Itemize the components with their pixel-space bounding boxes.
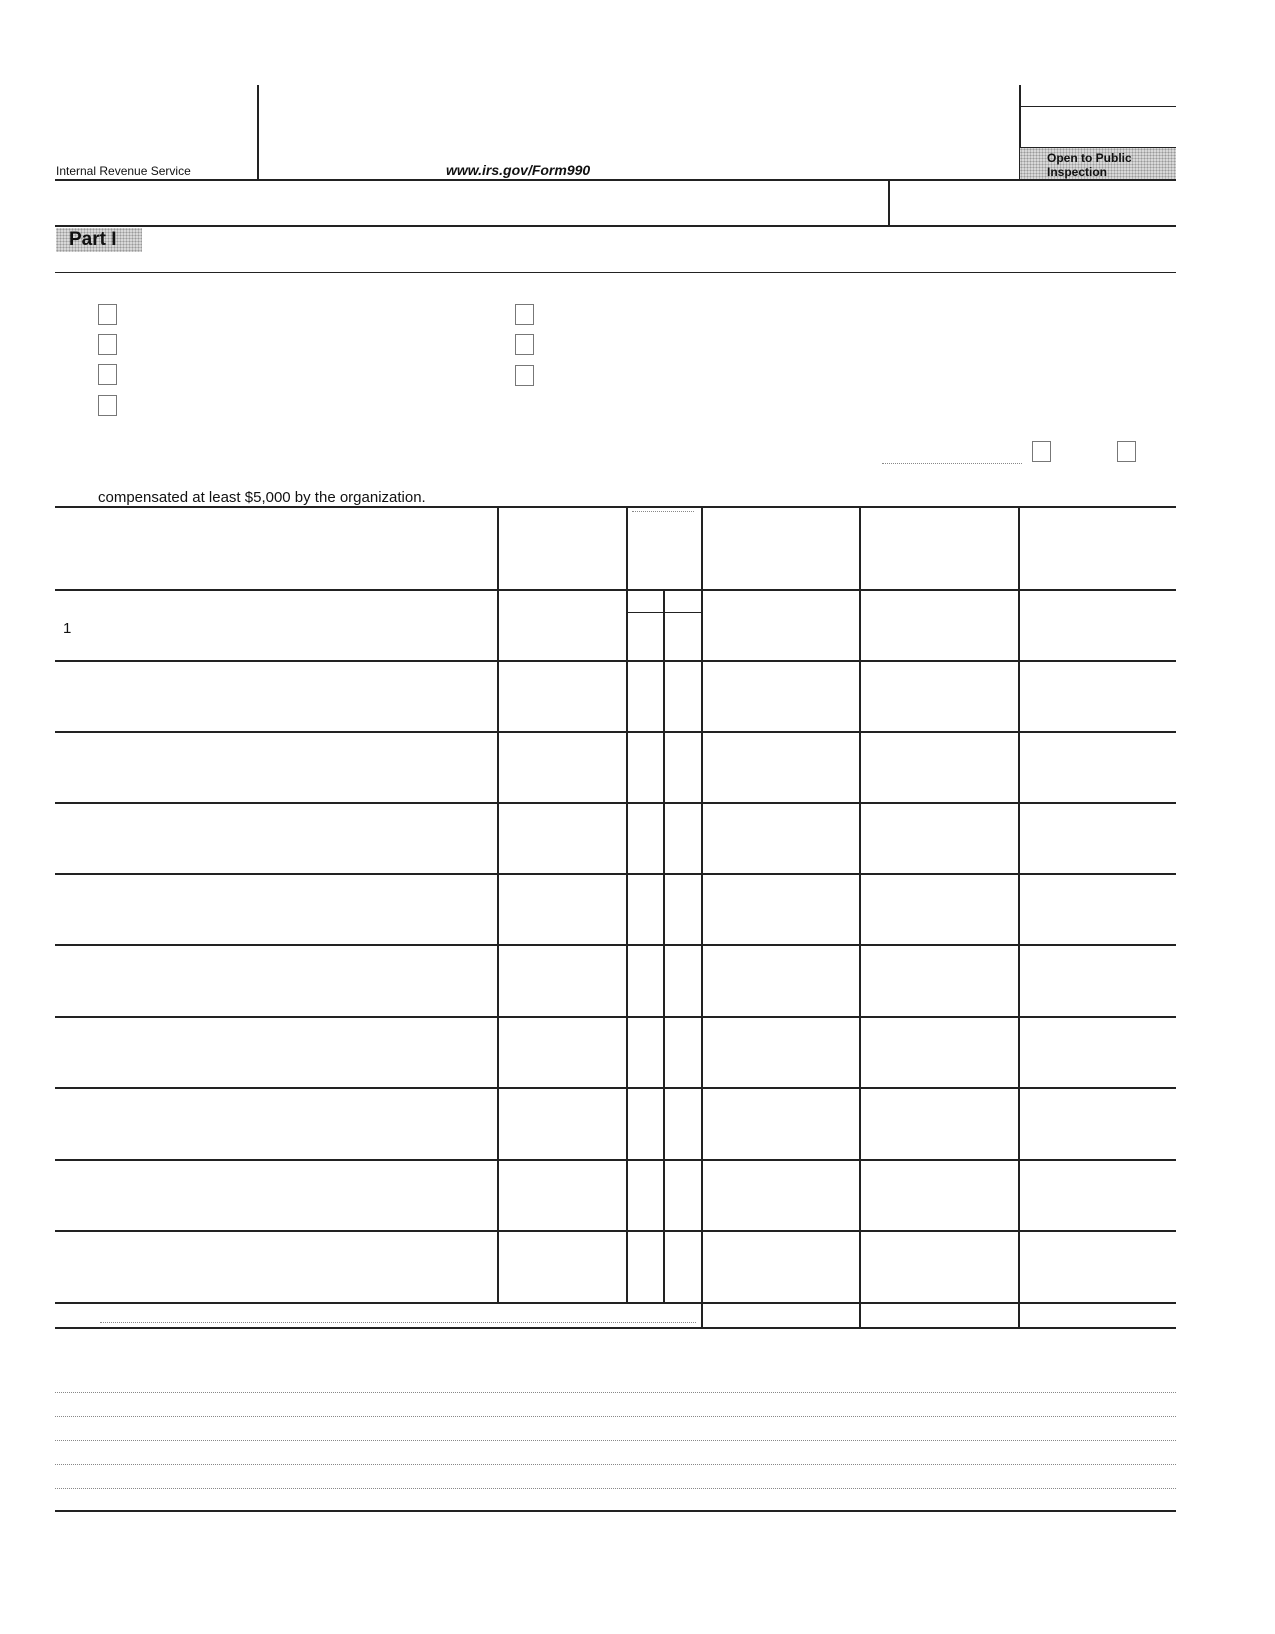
table-col-line-6	[1018, 506, 1020, 1328]
total-leader-dots	[100, 1322, 696, 1323]
table-row	[55, 1016, 1176, 1018]
checkbox-mid-2[interactable]	[515, 334, 534, 355]
agency-label: Internal Revenue Service	[56, 164, 191, 178]
checkbox-left-3[interactable]	[98, 364, 117, 385]
table-row	[55, 731, 1176, 733]
table-col-line-4	[701, 506, 703, 1328]
checkbox-left-1[interactable]	[98, 304, 117, 325]
table-row	[55, 1230, 1176, 1232]
table-bottom-rule	[55, 1327, 1176, 1329]
table-row	[55, 1087, 1176, 1089]
row-number-1: 1	[63, 620, 72, 637]
table-col-line-5	[859, 506, 861, 1328]
entry-line-4[interactable]	[55, 1464, 1176, 1465]
entry-line-3[interactable]	[55, 1440, 1176, 1441]
open-to-public-label: Open to Public Inspection	[1047, 151, 1132, 179]
form-url: www.irs.gov/Form990	[446, 162, 591, 178]
subheader-rule	[626, 612, 702, 613]
checkbox-left-2[interactable]	[98, 334, 117, 355]
table-col-line-2	[626, 506, 628, 1304]
entry-line-2[interactable]	[55, 1416, 1176, 1417]
page-bottom-rule	[55, 1510, 1176, 1512]
name-ein-divider	[888, 180, 890, 226]
entry-line-5[interactable]	[55, 1488, 1176, 1489]
checkbox-no[interactable]	[1117, 441, 1136, 462]
table-col-line-1	[497, 506, 499, 1304]
table-row	[55, 944, 1176, 946]
table-top-rule	[55, 506, 1176, 508]
checkbox-mid-1[interactable]	[515, 304, 534, 325]
compensation-note: compensated at least $5,000 by the organization.	[98, 489, 426, 506]
part-label: Part I	[69, 229, 117, 250]
table-row	[55, 1302, 1176, 1304]
table-row	[55, 1159, 1176, 1161]
table-header-bottom-rule	[55, 589, 1176, 591]
leader-dots-yes-no	[882, 463, 1022, 464]
checkbox-mid-3[interactable]	[515, 365, 534, 386]
table-row	[55, 802, 1176, 804]
table-row	[55, 873, 1176, 875]
header-bottom-rule	[55, 179, 1176, 181]
header-box-line-1	[1019, 106, 1176, 107]
table-row	[55, 660, 1176, 662]
table-col-line-3	[663, 590, 665, 1304]
part-bottom-rule	[55, 272, 1176, 273]
entry-line-1[interactable]	[55, 1392, 1176, 1393]
header-divider-left	[257, 85, 259, 180]
checkbox-left-4[interactable]	[98, 395, 117, 416]
checkbox-yes[interactable]	[1032, 441, 1051, 462]
header-small-dots	[632, 511, 694, 512]
name-row-bottom-rule	[55, 225, 1176, 227]
